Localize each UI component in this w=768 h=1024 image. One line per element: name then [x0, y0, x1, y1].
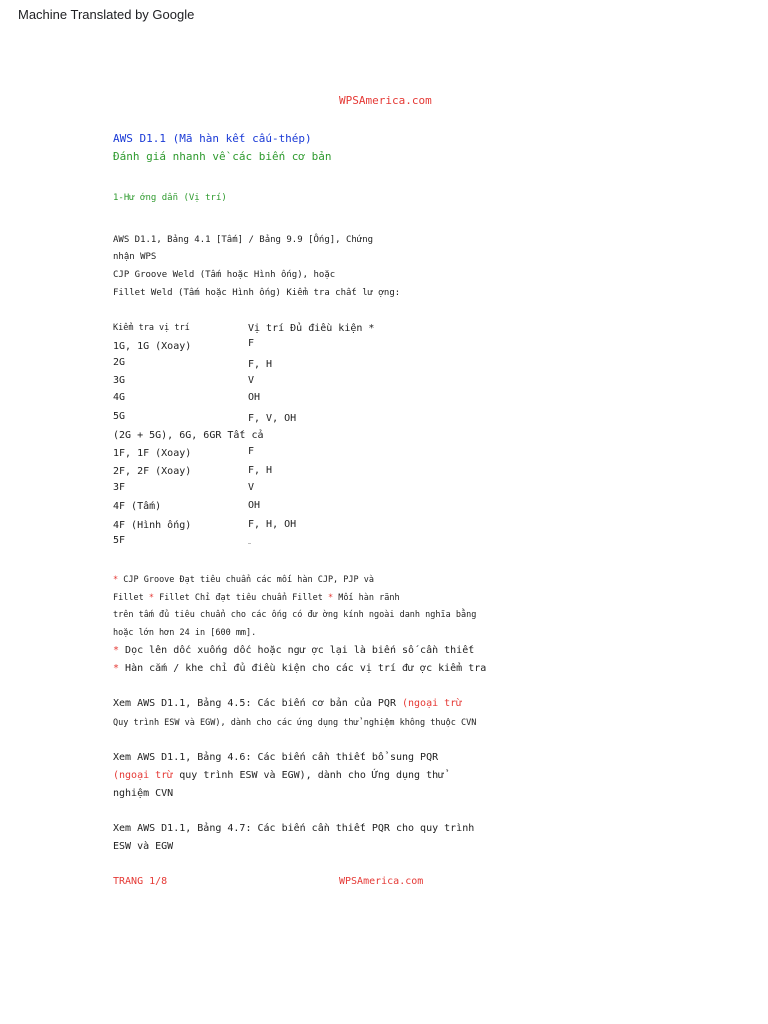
- table-row-test: 1G, 1G (Xoay): [113, 341, 192, 352]
- asterisk: *: [113, 575, 119, 585]
- asterisk: *: [327, 593, 334, 603]
- reference-text: quy trình ESW và EGW), dành cho Ứng dụng thử: [173, 770, 445, 781]
- note-line: [113, 645, 474, 656]
- note-line: hoặc lớn hơn 24 in [600 mm].: [113, 628, 257, 638]
- table-row-test: 3F: [113, 482, 126, 493]
- table-row-test: (2G + 5G), 6G, 6GR Tất cả: [113, 430, 264, 441]
- intro-line: Fillet Weld (Tấm hoặc Hình ống) Kiểm tra chất lư ợng:: [113, 288, 401, 298]
- section-heading: 1-Hư ớng dẫn (Vị trí): [113, 193, 227, 203]
- table-row-test: 5F: [113, 535, 126, 546]
- asterisk: *: [148, 593, 154, 603]
- table-row-qualified: V: [248, 482, 255, 493]
- table-row-qualified: F, H: [248, 359, 273, 370]
- table-row-test: 4G: [113, 392, 126, 403]
- table-row-qualified: V: [248, 375, 255, 386]
- asterisk: *: [113, 663, 120, 674]
- note-text: Fillet Chỉ đạt tiêu chuẩn Fillet: [153, 593, 328, 603]
- reference-line: nghiệm CVN: [113, 788, 174, 799]
- reference-highlight: (ngoại trừ: [401, 698, 463, 709]
- note-text: Hàn cắm / khe chỉ đủ điều kiện cho các vị trí đư ợc kiểm tra: [119, 663, 487, 674]
- reference-line: Xem AWS D1.1, Bảng 4.6: Các biến cần thiết bổ sung PQR: [113, 752, 439, 763]
- table-row-qualified: OH: [248, 500, 261, 511]
- table-row-test: 2G: [113, 357, 126, 368]
- table-row-test: 1F, 1F (Xoay): [113, 448, 192, 459]
- table-row-qualified: OH: [248, 392, 261, 403]
- table-row-test: 2F, 2F (Xoay): [113, 466, 192, 477]
- table-col-qualified-header: Vị trí Đủ điều kiện *: [248, 323, 375, 334]
- table-row-test: 5G: [113, 411, 126, 422]
- intro-line: CJP Groove Weld (Tấm hoặc Hình ống), hoặc: [113, 270, 336, 280]
- header-site-link[interactable]: WPSAmerica.com: [339, 94, 432, 107]
- reference-line: Xem AWS D1.1, Bảng 4.7: Các biến cần thiết PQR cho quy trình: [113, 823, 475, 834]
- note-text: Mối hàn rãnh: [333, 593, 400, 603]
- table-row-qualified: F: [248, 338, 255, 349]
- note-text: Dọc lên dốc xuống dốc hoặc ngư ợc lại là biến số cần thiết: [119, 645, 475, 656]
- note-text: CJP Groove Đạt tiêu chuẩn các mối hàn CJP, PJP và: [118, 575, 374, 585]
- page-number: TRANG 1/8: [113, 876, 168, 887]
- table-row-test: 3G: [113, 375, 126, 386]
- table-row-qualified: F, V, OH: [248, 413, 297, 424]
- reference-line: ESW và EGW: [113, 841, 174, 852]
- note-line: [113, 593, 400, 603]
- asterisk: *: [113, 645, 120, 656]
- footer-site-link[interactable]: WPSAmerica.com: [339, 876, 424, 887]
- doc-subtitle: Đánh giá nhanh về các biến cơ bản: [113, 150, 332, 163]
- reference-line: [113, 698, 462, 709]
- reference-line: Quy trình ESW và EGW), dành cho các ứng dụng thử nghiệm không thuộc CVN: [113, 718, 477, 728]
- note-line: [113, 575, 374, 585]
- note-text: Fillet: [113, 593, 149, 603]
- intro-line: nhận WPS: [113, 252, 157, 262]
- table-row-qualified: F, H, OH: [248, 519, 297, 530]
- note-line: trên tấm đủ tiêu chuẩn cho các ống có đư ờng kính ngoài danh nghĩa bằng: [113, 610, 477, 620]
- reference-line: [113, 770, 444, 781]
- reference-highlight: (ngoại trừ: [113, 770, 174, 781]
- table-row-qualified: …: [248, 540, 252, 546]
- intro-line: AWS D1.1, Bảng 4.1 [Tấm] / Bảng 9.9 [Ống], Chứng: [113, 235, 374, 245]
- doc-title: AWS D1.1 (Mã hàn kết cấu-thép): [113, 132, 312, 145]
- table-row-test: 4F (Hình ống): [113, 520, 192, 531]
- table-row-test: 4F (Tấm): [113, 501, 162, 512]
- table-col-test-header: Kiểm tra vị trí: [113, 323, 190, 333]
- reference-text: Xem AWS D1.1, Bảng 4.5: Các biến cơ bản của PQR: [113, 698, 402, 709]
- note-line: [113, 663, 486, 674]
- table-row-qualified: F: [248, 446, 255, 457]
- table-row-qualified: F, H: [248, 465, 273, 476]
- machine-translated-banner: Machine Translated by Google: [18, 7, 195, 22]
